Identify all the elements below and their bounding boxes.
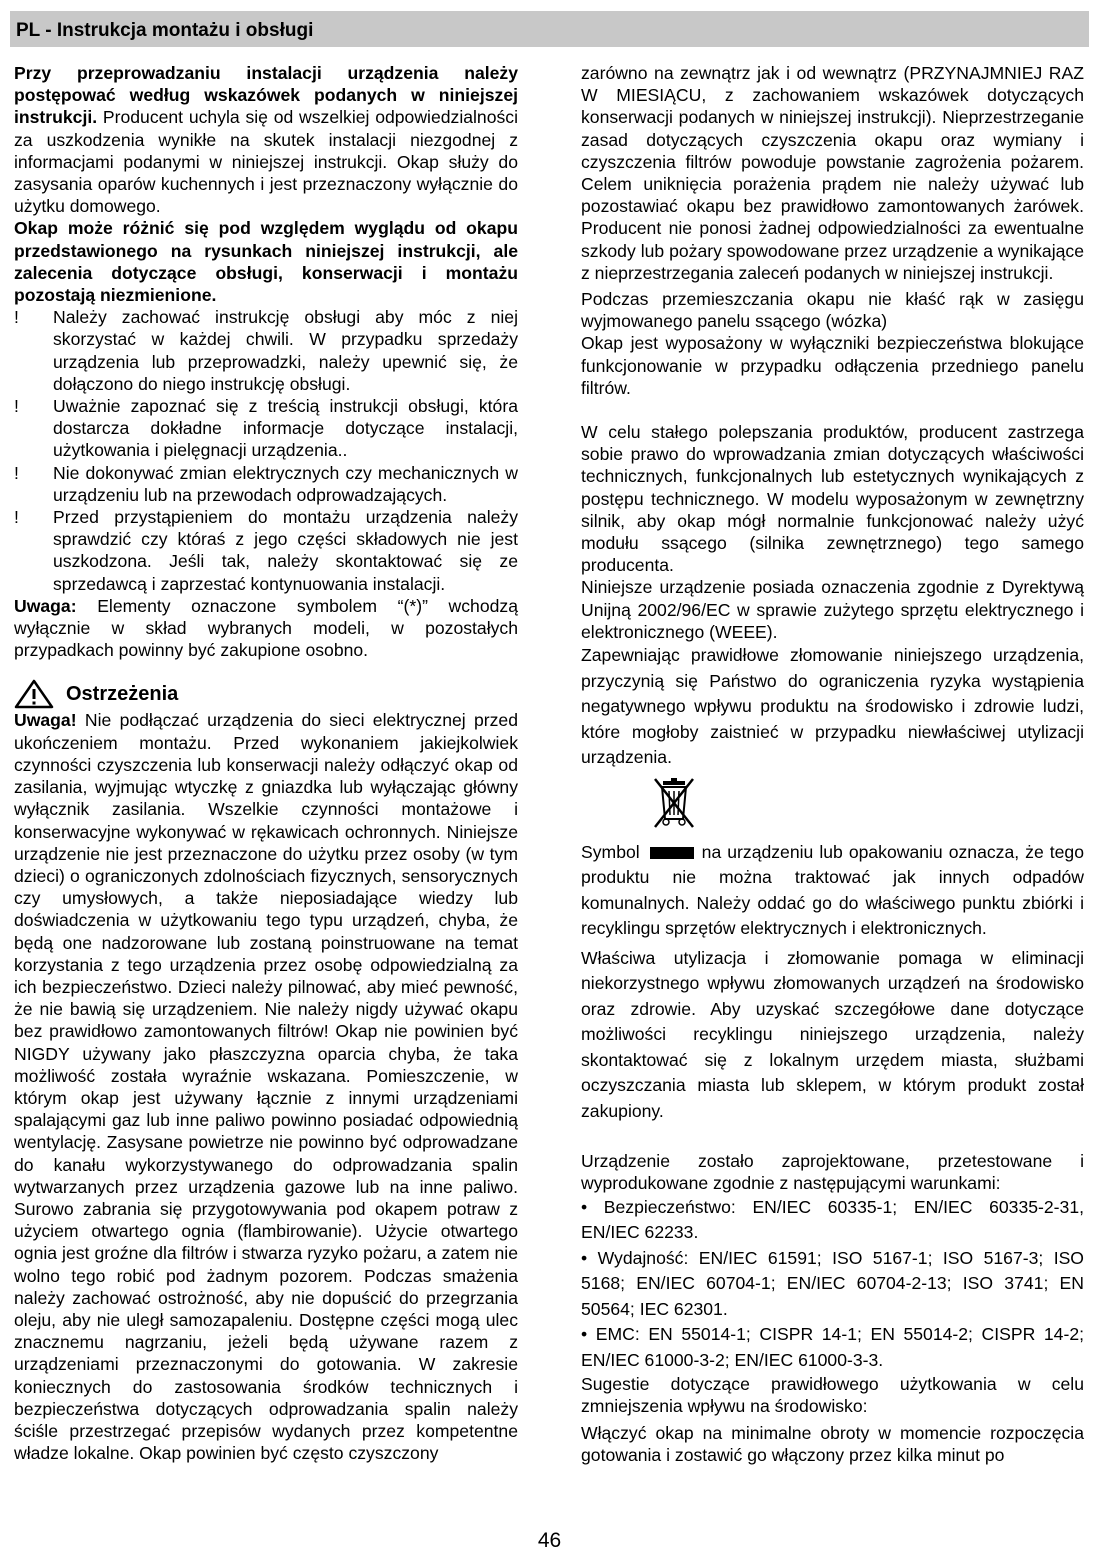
bullet-item (14, 306, 518, 395)
exclamation-icon: ! (14, 396, 19, 417)
standard-safety: • Bezpieczeństwo: EN/IEC 60335-1; EN/IEC 60335-2-31, EN/IEC 62233. (581, 1196, 1084, 1243)
symbol-label: Symbol (581, 841, 640, 862)
bullet-text: Przed przystąpieniem do montażu urządzenia należy sprawdzić czy któraś z jego części składowych nie jest uszkodzona. Jeśli tak, należy skontaktować się ze sprzedawcą i zaprzestać kontynuowania instalacji. (53, 507, 518, 594)
header-title-bar (10, 11, 1089, 47)
right-column (581, 62, 1084, 1466)
recycling-paragraph: Właściwa utylizacja i złomowanie pomaga w eliminacji niekorzystnego wpływu złomowanych urządzeń na środowisko oraz zdrowie. Aby uzyskać szczegółowe dane dotyczące możliwości recyklingu niniejszego urządzenia, należy skontaktować się z lokalnym urzędem miasta, służbami oczyszczania miasta lub sklepem, w którym produkt został zakupiony. (581, 947, 1084, 1121)
note-text: Elementy oznaczone symbolem “(*)” wchodzą wyłącznie w skład wybranych modeli, w pozostałych przypadkach powinny być zakupione osobno. (14, 595, 518, 661)
page-title: PL - Instrukcja montażu i obsługi (16, 20, 314, 41)
intro-paragraph (14, 62, 518, 217)
warning-triangle-icon (14, 679, 54, 709)
standard-performance: • Wydajność: EN/IEC 61591; ISO 5167-1; ISO 5167-3; ISO 5168; EN/IEC 60704-1; EN/IEC 60704-2-13; ISO 3741; EN 50564; IEC 62301. (581, 1247, 1084, 1319)
weee-directive-paragraph: Niniejsze urządzenie posiada oznaczenia zgodnie z Dyrektywą Unijną 2002/96/EC w sprawie zużytego sprzętu elektrycznego i elektronicznego (WEEE). (581, 577, 1084, 642)
cleaning-paragraph: zarówno na zewnątrz jak i od wewnątrz (PRZYNAJMNIEJ RAZ W MIESIĄCU, z zachowaniem wskazówek dotyczących konserwacji podanych w niniejszej instrukcji). Nieprzestrzeganie zasad dotyczących czyszczenia okapu oraz wymiany i czyszczenia filtrów powoduje powstanie zagrożenia pożarem. Celem uniknięcia porażenia prądem nie należy używać lub pozostawiać okapu bez prawidłowo zamontowanych żarówek. Producent nie ponosi żadnej odpowiedzialności za ewentualne szkody lub pożary spowodowane przez urządzenie a wynikające z nieprzestrzegania zaleceń podanych w niniejszej instrukcji. (581, 63, 1084, 283)
models-note (14, 595, 518, 662)
bullet-item (14, 506, 518, 595)
moving-paragraph: Podczas przemieszczania okapu nie kłaść rąk w zasięgu wyjmowanego panelu ssącego (wózka) (581, 289, 1084, 332)
note-label: Uwaga: (14, 595, 77, 616)
exclamation-icon: ! (14, 462, 19, 483)
warning-text: Nie podłączać urządzenia do sieci elektrycznej przed ukończeniem montażu. Przed wykonaniem jakiejkolwiek czynności czyszczenia lub konserwacji należy odłączyć okap od zasilania, wyjmując wtyczkę z gniazdka lub wyłączając główny wyłącznik zasilania. Wszelkie czynności montażowe i konserwacyjne wykonywać w rękawicach ochronnych. Niniejsze urządzenie nie jest przeznaczone do użytku przez osoby (w tym dzieci) o ograniczonych zdolnościach fizycznych, sensorycznych czy umysłowych, a także nieposiadające wiedzy lub doświadczenia w użytkowaniu tego typu urządzeń, chyba, że będą one nadzorowane lub zostaną poinstruowane na temat korzystania z tego urządzenia przez osobę odpowiedzialną za ich bezpieczeństwo. Dzieci należy pilnować, aby mieć pewność, że nie bawią się urządzeniem. Nie należy nigdy używać okapu bez prawidłowo zamontowanych filtrów! Okap nie powinien być NIGDY używany jako płaszczyzna oparcia chyba, że taka możliwość została wyraźnie wskazana. Pomieszczenie, w którym okap jest używany łącznie z innymi urządzeniami spalającymi gaz lub inne paliwo powinno posiadać odpowiednią wentylację. Zasysane powietrze nie powinno być odprowadzane do kanału wykorzystywanego do odprowadzania spalin wytwarzanych przez urządzenia gazowe lub na inne paliwo. Surowo zabrania się przygotowywania pod okapem potraw z użyciem otwartego ognia (flambirowanie). Użycie otwartego ognia jest groźne dla filtrów i stwarza ryzyko pożaru, a zatem nie wolno tego robić pod żadnym pozorem. Podczas smażenia należy zachować ostrożność, aby nie dopuścić do przegrzania oleju, aby nie uległ samozapaleniu. Dostępne części mogą ulec znacznemu nagrzaniu, jeżeli będą używane razem z urządzeniami przeznaczonymi do gotowania. W zakresie koniecznych do zastosowania środków technicznych i bezpieczeństwa dotyczących odprowadzania spalin należy ściśle przestrzegać przepisów wydanych przez kompetentne władze lokalne. Okap powinien być często czyszczony (14, 710, 518, 1464)
bullet-item (14, 395, 518, 462)
compliance-intro: Urządzenie zostało zaprojektowane, przetestowane i wyprodukowane zgodnie z następującymi warunkami: (581, 1151, 1084, 1194)
exclamation-icon: ! (14, 307, 19, 328)
usage-paragraph: Włączyć okap na minimalne obroty w momencie rozpoczęcia gotowania i zostawić go włączony przez kilka minut po (581, 1422, 1084, 1465)
appearance-note: Okap może różnić się pod względem wyglądu od okapu przedstawionego na rysunkach niniejszej instrukcji, ale zalecenia dotyczące obsługi, konserwacji i montażu pozostają niezmienione. (14, 218, 518, 306)
warning-label: Uwaga! (14, 710, 77, 731)
improvements-paragraph: W celu stałego polepszania produktów, producent zastrzega sobie prawo do wprowadzania zmian dotyczących właściwości technicznych, funkcjonalnych lub estetycznych wynikających z postępu technicznego. W modelu wyposażonym w zewnętrzny silnik, aby okap mógł normalnie funkcjonować należy użyć modułu ssącego (silnika zewnętrznego) tego samego producenta. (581, 422, 1084, 576)
warnings-title: Ostrzeżenia (66, 683, 179, 706)
warnings-paragraph (14, 709, 518, 1464)
warnings-heading (14, 679, 518, 709)
crossed-out-wheelie-bin-icon (649, 775, 699, 835)
bullet-text: Uważnie zapoznać się z treścią instrukcji obsługi, która dostarcza dokładne informacje dotyczące instalacji, użytkowania i pielęgnacji urządzenia.. (53, 396, 518, 461)
page-number: 46 (537, 1529, 562, 1552)
left-column (14, 62, 518, 1464)
disposal-paragraph: Zapewniając prawidłowe złomowanie niniejszego urządzenia, przyczynią się Państwo do ograniczenia ryzyka wystąpienia negatywnego wpływu produktu na środowisko i zdrowie ludzi, które mogłoby zaistnieć w przypadku niewłaściwej utylizacji urządzenia. (581, 645, 1084, 768)
bullet-text: Należy zachować instrukcję obsługi aby móc z niej skorzystać w każdej chwili. W przypadku sprzedaży urządzenia lub przeprowadzki, należy upewnić się, że dołączono do niego instrukcję obsługi. (53, 307, 518, 394)
intro-bold: Przy przeprowadzaniu instalacji urządzenia należy postępować według wskazówek podanych w niniejszej instrukcji. (14, 63, 518, 128)
standard-emc: • EMC: EN 55014-1; CISPR 14-1; EN 55014-2; CISPR 14-2; EN/IEC 61000-3-2; EN/IEC 61000-3-3. (581, 1324, 1084, 1370)
symbol-text: na urządzeniu lub opakowaniu oznacza, że tego produktu nie można traktować jak innych odpadów komunalnych. Należy oddać go do właściwego punktu zbiórki i recyklingu sprzętów elektrycznych i elektronicznych. (581, 841, 1084, 939)
exclamation-icon: ! (14, 507, 19, 528)
symbol-paragraph (581, 840, 1084, 942)
bullet-item (14, 462, 518, 506)
bullet-text: Nie dokonywać zmian elektrycznych czy mechanicznych w urządzeniu lub na przewodach odprowadzających. (53, 462, 518, 505)
suggestions-paragraph: Sugestie dotyczące prawidłowego użytkowania w celu zmniejszenia wpływu na środowisko: (581, 1374, 1084, 1417)
black-bar-icon (650, 847, 694, 859)
intro-rest: Producent uchyla się od wszelkiej odpowiedzialności za uszkodzenia wynikłe na skutek instalacji niezgodnej z informacjami podanymi w niniejszej instrukcji. Okap służy do zasysania oparów kuchennych i jest przeznaczony wyłącznie do użytku domowego. (14, 107, 518, 217)
safety-switch-paragraph: Okap jest wyposażony w wyłączniki bezpieczeństwa blokujące funkcjonowanie w przypadku odłączenia przedniego panelu filtrów. (581, 333, 1084, 398)
